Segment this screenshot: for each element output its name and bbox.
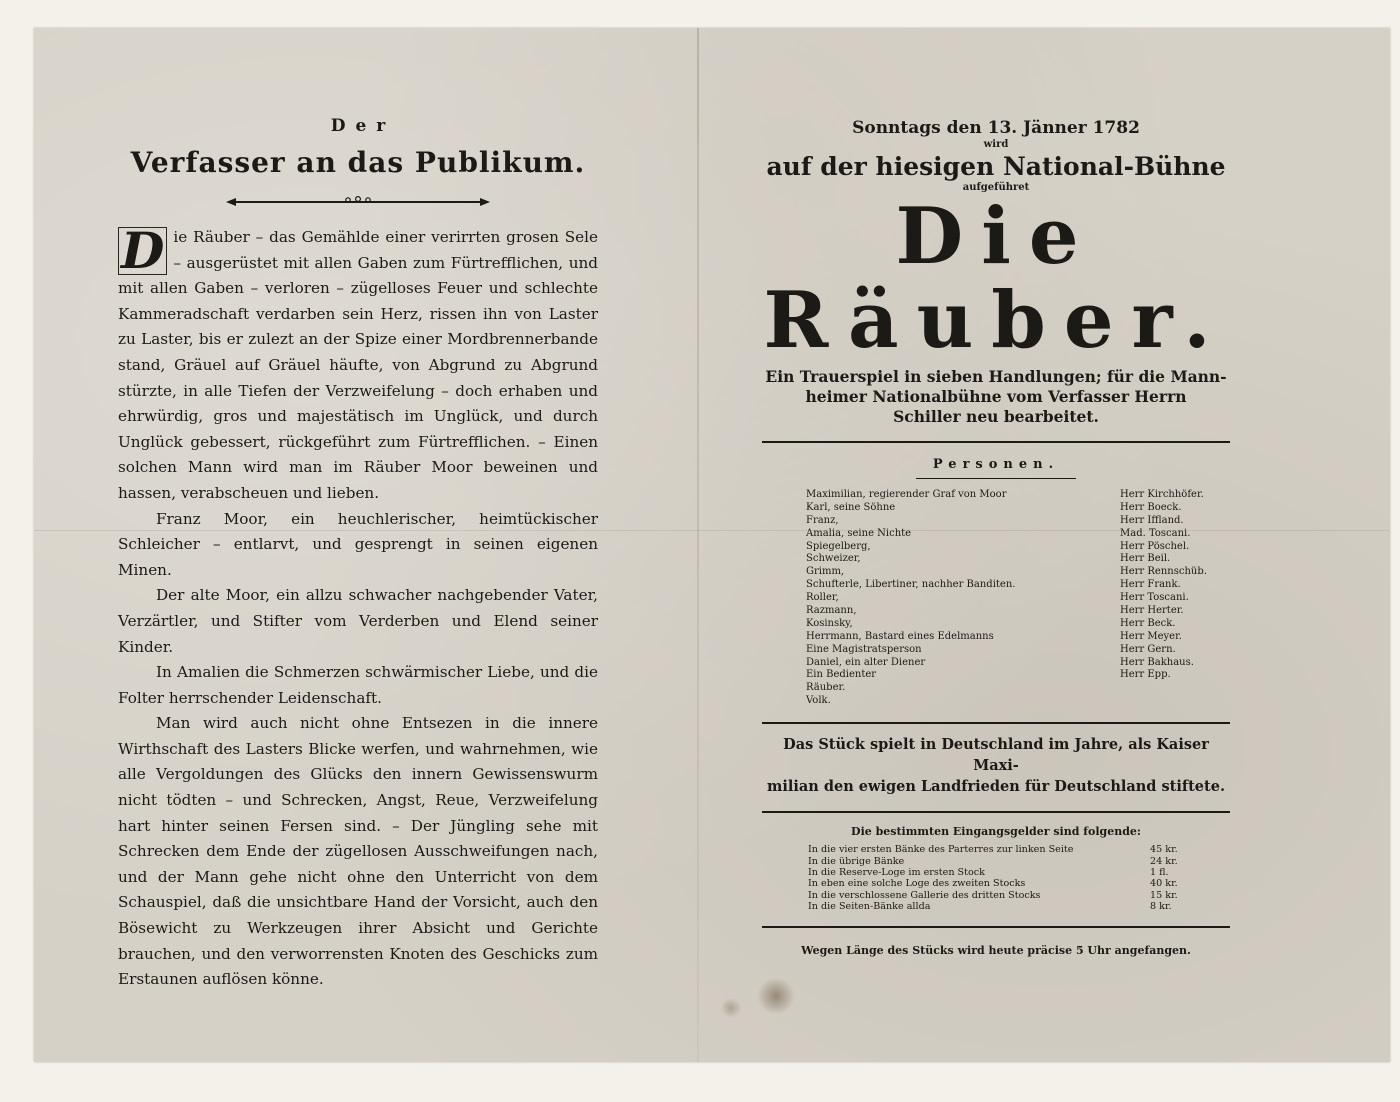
cast-row <box>762 631 1230 644</box>
cast-actor: Herr Pöschel. <box>1120 540 1190 552</box>
cast-role: Räuber. <box>806 682 846 694</box>
divider <box>916 478 1076 479</box>
stage-line: auf der hiesigen National-Bühne <box>766 152 1226 181</box>
cast-row <box>762 515 1230 528</box>
cast-row <box>762 618 1230 631</box>
aufgefuehret-line: aufgeführet <box>962 182 1030 193</box>
cast-role: Ein Bedienter <box>806 669 877 681</box>
cast-row <box>762 657 1230 670</box>
cast-row <box>762 682 1230 695</box>
center-fold <box>697 28 699 1062</box>
setting-note <box>762 734 1230 797</box>
cast-row <box>762 553 1230 566</box>
subtitle-line: heimer Nationalbühne vom Verfasser Herrn <box>805 387 1187 406</box>
cast-actor: Herr Gern. <box>1120 643 1176 655</box>
play-title: Die Räuber. <box>763 191 1229 366</box>
divider <box>762 811 1230 813</box>
subtitle <box>762 367 1230 427</box>
setting-line: milian den ewigen Landfrieden für Deutschland stiftete. <box>767 778 1225 796</box>
cast-role: Amalia, seine Nichte <box>806 527 912 539</box>
cast-actor: Herr Frank. <box>1120 579 1181 591</box>
price-seat: In die Seiten-Bänke allda <box>808 901 931 913</box>
paragraph: Man wird auch nicht ohne Entsezen in die innere Wirthschaft des Lasters Blicke werfen, und wahrnehmen, wie alle Vergoldungen des Glücks den innern Gewissenswurm nicht tödten – und Schrecken, Angst, Reue, Verzweifelung hart hinter seinen Fersen sind. – Der Jüngling sehe mit Schrecken dem Ende der zügellosen Ausschweifungen nach, und der Mann gehe nicht ohne den Unterricht von dem Schauspiel, daß die unsichtbare Hand der Vorsicht, auch den Bösewicht zu Werkzeugen ihrer Absicht und Gerichte brauchen, und den verworrensten Knoten des Geschicks zum Erstaunen auflösen könne. <box>118 714 598 989</box>
cast-row <box>762 541 1230 554</box>
price-cost: 1 fl. <box>1150 866 1169 878</box>
price-list <box>762 844 1230 912</box>
cast-row <box>762 579 1230 592</box>
divider <box>762 926 1230 928</box>
cast-actor: Herr Epp. <box>1120 669 1171 681</box>
cast-actor: Herr Rennschüb. <box>1120 566 1207 578</box>
left-page <box>118 116 598 993</box>
cast-actor: Herr Kirchhöfer. <box>1120 489 1204 500</box>
subtitle-line: Schiller neu bearbeitet. <box>893 407 1099 426</box>
price-row <box>762 844 1230 855</box>
price-cost: 24 kr. <box>1150 855 1178 867</box>
cast-row <box>762 528 1230 541</box>
cast-role: Karl, seine Söhne <box>806 501 896 513</box>
cast-role: Eine Magistratsperson <box>806 643 922 655</box>
cast-row <box>762 669 1230 682</box>
cast-row <box>762 566 1230 579</box>
cast-role: Roller, <box>806 592 839 604</box>
decorated-initial: D <box>118 227 167 275</box>
cast-role: Daniel, ein alter Diener <box>806 656 926 668</box>
cast-row <box>762 502 1230 515</box>
cast-actor: Herr Herter. <box>1120 605 1184 617</box>
prices-heading: Die bestimmten Eingangsgelder sind folgende: <box>851 825 1141 839</box>
price-seat: In eben eine solche Loge des zweiten Stocks <box>808 878 1026 890</box>
cast-row <box>762 695 1230 708</box>
price-row <box>762 867 1230 878</box>
left-heading-der: Der <box>330 116 396 136</box>
cast-actor: Herr Iffland. <box>1120 514 1184 526</box>
price-cost: 40 kr. <box>1150 878 1178 890</box>
cast-role: Schweizer, <box>806 553 861 565</box>
price-row <box>762 901 1230 912</box>
right-page <box>762 118 1230 957</box>
cast-row <box>762 489 1230 502</box>
wird-line: wird <box>983 139 1009 150</box>
cast-actor: Herr Boeck. <box>1120 501 1182 513</box>
cast-role: Spiegelberg, <box>806 540 871 552</box>
cast-role: Grimm, <box>806 566 845 578</box>
cast-row <box>762 605 1230 618</box>
cast-role: Razmann, <box>806 605 857 617</box>
divider <box>762 722 1230 724</box>
price-row <box>762 878 1230 889</box>
price-seat: In die Reserve-Loge im ersten Stock <box>808 866 985 878</box>
cast-actor: Herr Beck. <box>1120 617 1176 629</box>
cast-row <box>762 644 1230 657</box>
price-row <box>762 856 1230 867</box>
price-seat: In die vier ersten Bänke des Parterres zur linken Seite <box>808 844 1074 856</box>
cast-actor: Herr Meyer. <box>1120 630 1182 642</box>
left-heading-title: Verfasser an das Publikum. <box>130 146 586 179</box>
setting-line: Das Stück spielt in Deutschland im Jahre, als Kaiser Maxi- <box>783 736 1209 775</box>
price-seat: In die übrige Bänke <box>808 855 905 867</box>
ornament-rule-icon <box>226 195 490 209</box>
playbill-sheet <box>34 28 1390 1062</box>
price-row <box>762 890 1230 901</box>
subtitle-line: Ein Trauerspiel in sieben Handlungen; für die Mann- <box>765 367 1227 386</box>
personen-heading: Personen. <box>932 457 1060 472</box>
paragraph: ie Räuber – das Gemählde einer verirrten grosen Sele – ausgerüstet mit allen Gaben zum Fürtrefflichen, und mit allen Gaben – verloren – zügelloses Feuer und schlechte Kammeradschaft verdarben sein Herz, rissen ihn von Laster zu Laster, bis er zulezt an der Spize einer Mordbrennerbande stand, Gräuel auf Gräuel häufte, von Abgrund zu Abgrund stürzte, in alle Tiefen der Verzweifelung – doch erhaben und ehrwürdig, gros und majestätisch im Unglück, und durch Unglück gebessert, rückgeführt zum Fürtrefflichen. – Einen solchen Mann wird man im Räuber Moor beweinen und hassen, verabscheuen und lieben. <box>118 228 598 502</box>
cast-row <box>762 592 1230 605</box>
cast-role: Franz, <box>806 514 839 526</box>
start-time-note: Wegen Länge des Stücks wird heute präcise 5 Uhr angefangen. <box>801 944 1191 958</box>
ink-stain <box>756 978 796 1014</box>
divider <box>762 441 1230 443</box>
price-cost: 8 kr. <box>1150 901 1172 913</box>
performance-date: Sonntags den 13. Jänner 1782 <box>852 118 1140 138</box>
ink-stain <box>720 998 742 1018</box>
cast-role: Kosinsky, <box>806 617 853 629</box>
price-cost: 15 kr. <box>1150 889 1178 901</box>
cast-role: Maximilian, regierender Graf von Moor <box>806 489 1007 500</box>
cast-actor: Herr Bakhaus. <box>1120 656 1194 668</box>
paragraph: Franz Moor, ein heuchlerischer, heimtückischer Schleicher – entlarvt, und gesprengt in seinen eigenen Minen. <box>118 509 598 579</box>
paragraph: In Amalien die Schmerzen schwärmischer Liebe, und die Folter herrschender Leidenschaft. <box>118 663 598 707</box>
cast-role: Herrmann, Bastard eines Edelmanns <box>806 630 994 642</box>
paragraph: Der alte Moor, ein allzu schwacher nachgebender Vater, Verzärtler, und Stifter vom Verderben und Elend seiner Kinder. <box>118 586 598 656</box>
left-body-text <box>118 221 598 993</box>
cast-actor: Herr Toscani. <box>1120 592 1189 604</box>
cast-list <box>762 489 1230 708</box>
price-seat: In die verschlossene Gallerie des dritten Stocks <box>808 889 1041 901</box>
cast-actor: Herr Beil. <box>1120 553 1171 565</box>
cast-role: Schufterle, Libertiner, nachher Banditen. <box>806 579 1016 591</box>
price-cost: 45 kr. <box>1150 844 1178 856</box>
cast-role: Volk. <box>806 695 831 707</box>
cast-actor: Mad. Toscani. <box>1120 527 1191 539</box>
